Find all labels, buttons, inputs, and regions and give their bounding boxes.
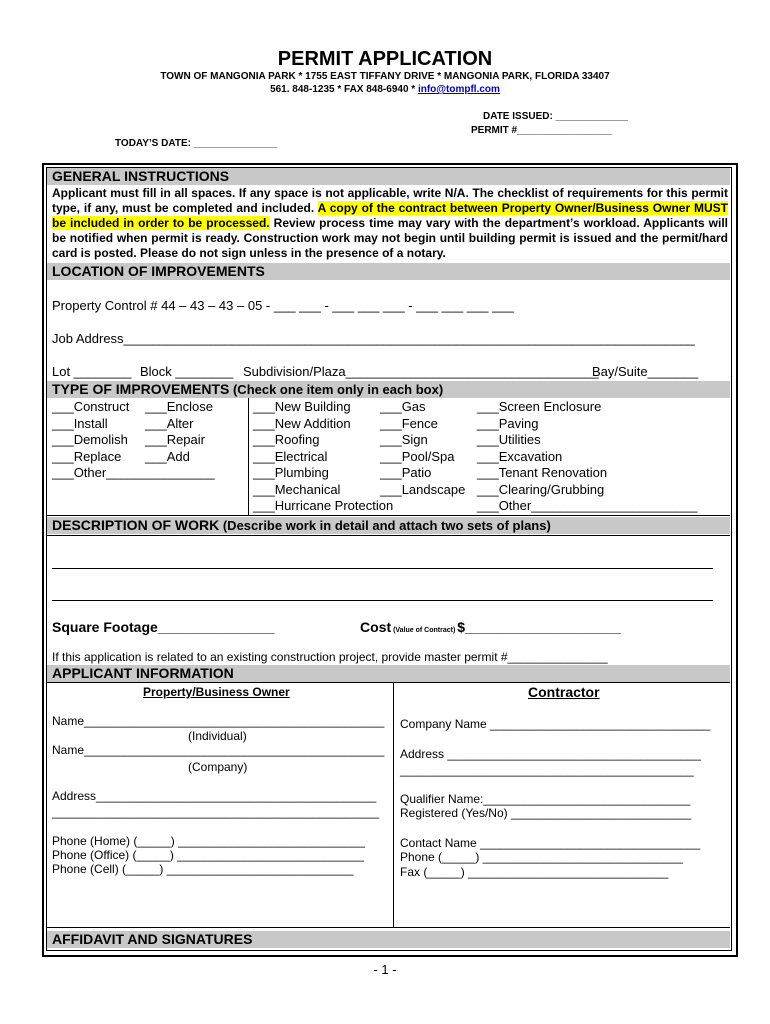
description-line-1[interactable] — [52, 568, 713, 569]
type-divider — [248, 398, 249, 515]
contact-line — [0, 84, 770, 95]
type-heading-sub: (Check one item only in each box) — [229, 382, 444, 397]
owner-address-field[interactable]: Address__________________________________________ — [52, 789, 377, 803]
contractor-address-field[interactable]: Address ______________________________________ — [400, 747, 701, 761]
option-add[interactable]: ___Add — [145, 449, 190, 464]
instructions-text-1: Applicant must fill in all spaces. If any space is not applicable, write N/A. The checklist of requirements for this permit type, if any, must be completed and included. — [52, 186, 728, 215]
option-mechanical[interactable]: ___Mechanical — [253, 482, 341, 497]
option-new-addition[interactable]: ___New Addition — [253, 416, 351, 431]
type-heading-title: TYPE OF IMPROVEMENTS — [52, 381, 230, 397]
registered-field[interactable]: Registered (Yes/No) ___________________________ — [400, 806, 692, 820]
page-title: PERMIT APPLICATION — [277, 48, 493, 70]
option-sign[interactable]: ___Sign — [380, 432, 428, 447]
date-issued-field[interactable]: DATE ISSUED: _____________ — [483, 111, 628, 122]
option-replace[interactable]: ___Replace — [52, 449, 122, 464]
option-pool-spa[interactable]: ___Pool/Spa — [380, 449, 455, 464]
option-construct[interactable]: ___Construct — [52, 399, 130, 414]
option-install[interactable]: ___Install — [52, 416, 108, 431]
type-heading — [47, 381, 730, 398]
address-line: TOWN OF MANGONIA PARK * 1755 EAST TIFFANY DRIVE * MANGONIA PARK, FLORIDA 33407 — [160, 71, 610, 82]
affidavit-heading: AFFIDAVIT AND SIGNATURES — [47, 931, 730, 948]
option-other-2[interactable]: ___Other_______________________ — [477, 498, 698, 513]
description-heading — [47, 517, 730, 534]
qualifier-name-field[interactable]: Qualifier Name:_______________________________ — [400, 792, 691, 806]
description-top-rule — [47, 535, 730, 536]
cost-note: (Value of Contract) — [391, 627, 458, 634]
option-hurricane-protection[interactable]: ___Hurricane Protection — [253, 498, 394, 513]
option-fence[interactable]: ___Fence — [380, 416, 438, 431]
individual-caption: (Individual) — [188, 729, 247, 743]
contractor-address-line-2[interactable]: ____________________________________________ — [400, 763, 694, 777]
contractor-fax-field[interactable]: Fax (_____) ______________________________ — [400, 865, 669, 879]
type-bottom-rule — [47, 515, 730, 516]
job-address-field[interactable]: Job Address_______________________________________________________________________________ — [52, 331, 695, 346]
block-field[interactable]: Block ________ — [140, 364, 234, 379]
option-demolish[interactable]: ___Demolish — [52, 432, 128, 447]
square-footage-field[interactable]: Square Footage_______________ — [52, 619, 275, 635]
option-other-1[interactable]: ___Other_______________ — [52, 465, 215, 480]
applicant-top-rule — [47, 682, 730, 683]
cost-value: $____________________ — [457, 619, 621, 635]
option-electrical[interactable]: ___Electrical — [253, 449, 328, 464]
contact-name-field[interactable]: Contact Name _________________________________ — [400, 836, 701, 850]
phone-line: 561. 848-1235 * FAX 848-6940 * — [270, 84, 418, 95]
option-patio[interactable]: ___Patio — [380, 465, 432, 480]
page-number: - 1 - — [373, 962, 397, 977]
applicant-heading: APPLICANT INFORMATION — [47, 665, 730, 682]
option-plumbing[interactable]: ___Plumbing — [253, 465, 329, 480]
option-enclose[interactable]: ___Enclose — [145, 399, 213, 414]
affidavit-top-rule — [47, 927, 730, 928]
owner-heading: Property/Business Owner — [143, 685, 290, 699]
option-tenant-renovation[interactable]: ___Tenant Renovation — [477, 465, 608, 480]
option-clearing-grubbing[interactable]: ___Clearing/Grubbing — [477, 482, 605, 497]
option-landscape[interactable]: ___Landscape — [380, 482, 466, 497]
option-gas[interactable]: ___Gas — [380, 399, 426, 414]
instructions-text-2: Review process time may vary with the department’s workload. Applicants will be notified when permit is ready. Construction work may not begin until building permit is issued and the permit/hard card is posted. Please do not sign unless in the presence of a notary. — [52, 216, 728, 260]
general-instructions-text — [52, 186, 728, 261]
description-line-2[interactable] — [52, 600, 713, 601]
subdivision-field[interactable]: Subdivision/Plaza___________________________________ — [243, 364, 599, 379]
description-heading-sub: (Describe work in detail and attach two sets of plans) — [219, 518, 551, 533]
cost-label: Cost — [360, 619, 392, 635]
option-excavation[interactable]: ___Excavation — [477, 449, 563, 464]
email-link[interactable]: info@tompfl.com — [417, 84, 500, 95]
option-roofing[interactable]: ___Roofing — [253, 432, 320, 447]
option-new-building[interactable]: ___New Building — [253, 399, 351, 414]
lot-field[interactable]: Lot ________ — [52, 364, 132, 379]
owner-phone-office-field[interactable]: Phone (Office) (_____) ____________________________ — [52, 848, 365, 862]
applicant-divider — [393, 682, 394, 927]
description-heading-title: DESCRIPTION OF WORK — [52, 517, 220, 533]
bay-suite-field[interactable]: Bay/Suite_______ — [592, 364, 699, 379]
option-utilities[interactable]: ___Utilities — [477, 432, 541, 447]
general-instructions-heading: GENERAL INSTRUCTIONS — [47, 168, 730, 185]
owner-name-company-field[interactable]: Name_____________________________________________ — [52, 743, 385, 757]
option-repair[interactable]: ___Repair — [145, 432, 205, 447]
contractor-phone-field[interactable]: Phone (_____) ______________________________ — [400, 850, 683, 864]
cost-field[interactable] — [360, 619, 621, 635]
property-control-field[interactable]: Property Control # 44 – 43 – 43 – 05 - ___ ___ - ___ ___ ___ - ___ ___ ___ ___ — [52, 298, 514, 313]
owner-phone-cell-field[interactable]: Phone (Cell) (_____) ____________________________ — [52, 862, 354, 876]
owner-address-line-2[interactable]: _________________________________________________ — [52, 805, 380, 819]
option-screen-enclosure[interactable]: ___Screen Enclosure — [477, 399, 602, 414]
company-caption: (Company) — [188, 760, 248, 774]
master-permit-field[interactable]: If this application is related to an existing construction project, provide master permit #_______________ — [52, 650, 608, 664]
owner-phone-home-field[interactable]: Phone (Home) (_____) ____________________________ — [52, 834, 365, 848]
contractor-heading: Contractor — [528, 684, 600, 700]
option-paving[interactable]: ___Paving — [477, 416, 539, 431]
contract-requirement-highlight: A copy of the contract between Property Owner/Business Owner MUST be included in order to be processed. — [52, 201, 728, 230]
owner-name-individual-field[interactable]: Name_____________________________________________ — [52, 714, 385, 728]
option-alter[interactable]: ___Alter — [145, 416, 194, 431]
location-heading: LOCATION OF IMPROVEMENTS — [47, 263, 730, 280]
company-name-field[interactable]: Company Name _________________________________ — [400, 717, 711, 731]
permit-number-field[interactable]: PERMIT #_________________ — [471, 125, 612, 136]
todays-date-field[interactable]: TODAY’S DATE: _______________ — [115, 138, 278, 149]
